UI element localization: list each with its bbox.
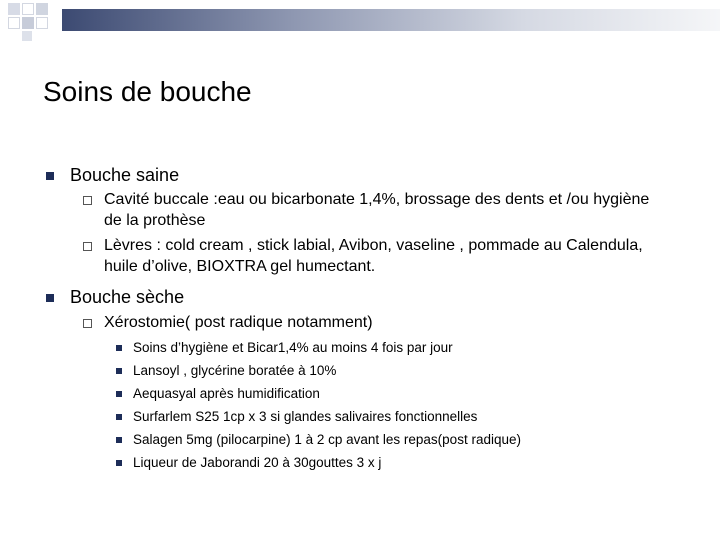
section-heading-bouche-seche: Bouche sèche: [70, 287, 185, 307]
list-item-levres: Lèvres : cold cream , stick labial, Avibon, vaseline , pommade au Calendula, huile d’olive, BIOXTRA gel humectant.: [104, 237, 643, 275]
subitem-soins-hygiene: Soins d’hygiène et Bicar1,4% au moins 4 fois par jour: [133, 340, 453, 355]
square-bullet-icon: [116, 368, 122, 374]
square-bullet-icon: [116, 460, 122, 466]
subitem-surfarlem: Surfarlem S25 1cp x 3 si glandes salivaires fonctionnelles: [133, 409, 478, 424]
decorative-square: [36, 17, 48, 29]
list-item-xerostomie: Xérostomie( post radique notamment): [104, 314, 373, 331]
subitem-salagen: Salagen 5mg (pilocarpine) 1 à 2 cp avant les repas(post radique): [133, 432, 521, 447]
decorative-square: [22, 17, 34, 29]
header-gradient-bar: [62, 9, 720, 31]
subitem-lansoyl: Lansoyl , glycérine boratée à 10%: [133, 363, 337, 378]
subitem-jaborandi: Liqueur de Jaborandi 20 à 30gouttes 3 x j: [133, 455, 382, 470]
square-bullet-icon: [116, 437, 122, 443]
square-bullet-icon: [46, 294, 54, 302]
checkbox-bullet-icon: [83, 196, 92, 205]
square-bullet-icon: [116, 345, 122, 351]
decorative-square: [8, 3, 20, 15]
decorative-square: [36, 3, 48, 15]
list-item-cavite-buccale: Cavité buccale :eau ou bicarbonate 1,4%, brossage des dents et /ou hygiène de la prothèse: [104, 191, 650, 229]
decorative-square: [8, 17, 20, 29]
decorative-square: [22, 3, 34, 15]
checkbox-bullet-icon: [83, 319, 92, 328]
square-bullet-icon: [46, 172, 54, 180]
header-decoration: [0, 0, 720, 30]
checkbox-bullet-icon: [83, 242, 92, 251]
section-heading-bouche-saine: Bouche saine: [70, 165, 180, 185]
decorative-square: [22, 31, 32, 41]
square-bullet-icon: [116, 391, 122, 397]
square-bullet-icon: [116, 414, 122, 420]
slide-title: Soins de bouche: [43, 76, 252, 107]
subitem-aequasyal: Aequasyal après humidification: [133, 386, 320, 401]
